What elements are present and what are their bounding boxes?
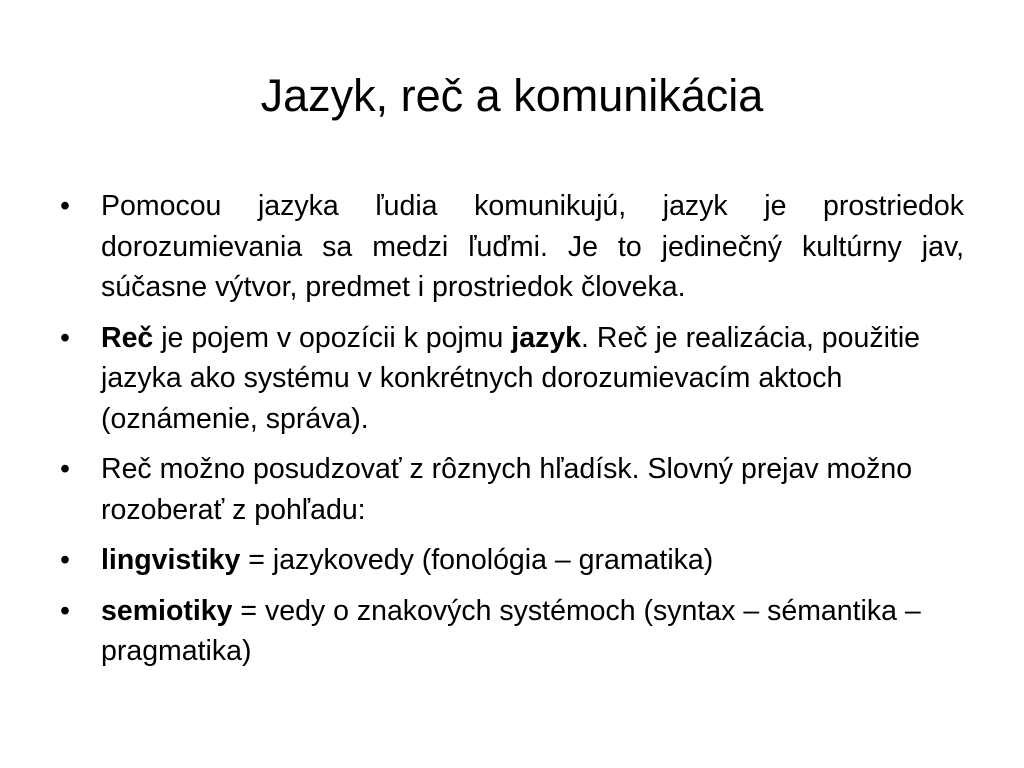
slide-title: Jazyk, reč a komunikácia bbox=[260, 70, 764, 121]
bullet-dot-icon: • bbox=[60, 453, 70, 485]
bullet-item bbox=[60, 540, 964, 581]
bullet-item bbox=[60, 591, 964, 672]
bullet-text: Pomocou jazyka ľudia komunikujú, jazyk je prostriedok dorozumievania sa medzi ľuďmi. Je to jedinečný kultúrny jav, súčasne výtvor, predmet i prostriedok človeka. bbox=[101, 190, 964, 303]
bullet-item bbox=[60, 449, 964, 530]
term-lingvistiky: lingvistiky bbox=[101, 544, 241, 576]
bullet-item bbox=[60, 186, 964, 308]
term-semiotiky: semiotiky bbox=[101, 594, 233, 627]
bullet-text: = vedy o znakových systémoch (syntax – sémantika – pragmatika) bbox=[101, 594, 921, 667]
bullet-text: = jazykovedy (fonológia – gramatika) bbox=[240, 544, 714, 576]
bullet-dot-icon: • bbox=[60, 190, 70, 222]
term-jazyk: jazyk bbox=[511, 321, 582, 354]
bullet-list bbox=[60, 186, 964, 682]
bullet-item bbox=[60, 318, 964, 440]
term-rec: Reč bbox=[101, 321, 154, 354]
bullet-text: je pojem v opozícii k pojmu bbox=[153, 321, 512, 354]
bullet-dot-icon: • bbox=[60, 321, 70, 354]
bullet-text: . Reč je realizácia, použitie jazyka ako systému v konkrétnych dorozumievacím aktoch (oznámenie, správa). bbox=[101, 321, 921, 435]
bullet-dot-icon: • bbox=[60, 594, 70, 627]
bullet-text: Reč možno posudzovať z rôznych hľadísk. Slovný prejav možno rozoberať z pohľadu: bbox=[101, 453, 913, 526]
bullet-dot-icon: • bbox=[60, 544, 70, 576]
